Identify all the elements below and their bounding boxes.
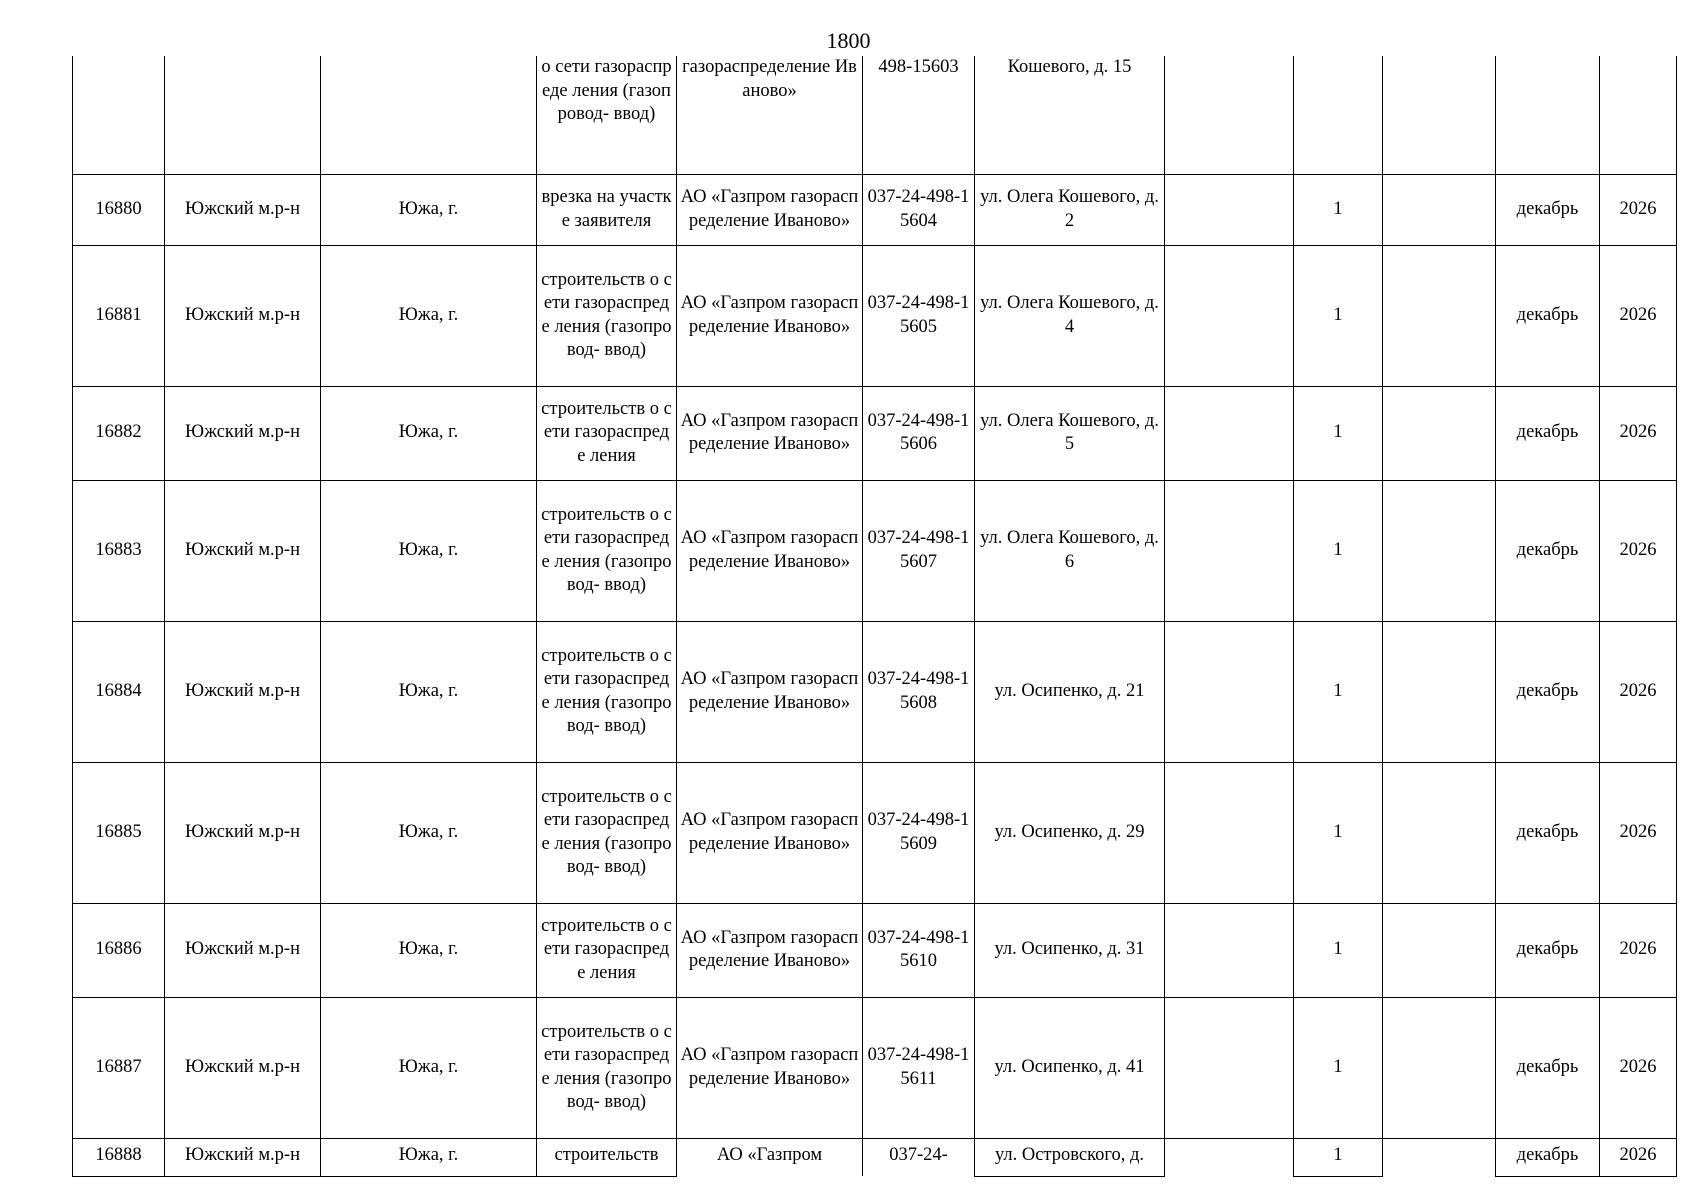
cell-address: ул. Осипенко, д. 41 xyxy=(975,997,1165,1138)
cell-org: газораспределение Иваново» xyxy=(677,56,863,174)
cell-qty: 1 xyxy=(1294,621,1383,762)
cell-extra xyxy=(1165,245,1294,386)
cell-qty: 1 xyxy=(1294,903,1383,997)
cell-qty: 1 xyxy=(1294,386,1383,480)
table-row xyxy=(73,997,1677,1138)
cell-code: 037-24-498-15604 xyxy=(863,174,975,245)
cell-code: 037-24-498-15607 xyxy=(863,480,975,621)
cell-city: Южа, г. xyxy=(321,1138,537,1176)
cell-district: Южский м.р-н xyxy=(165,903,321,997)
cell-extra xyxy=(1165,1138,1294,1176)
cell-year: 2026 xyxy=(1600,386,1677,480)
cell-num: 16886 xyxy=(73,903,165,997)
cell-year: 2026 xyxy=(1600,174,1677,245)
cell-month: декабрь xyxy=(1496,997,1600,1138)
cell-qty: 1 xyxy=(1294,762,1383,903)
cell-district: Южский м.р-н xyxy=(165,480,321,621)
cell-year: 2026 xyxy=(1600,621,1677,762)
cell-city xyxy=(321,56,537,174)
table-row xyxy=(73,480,1677,621)
table-row xyxy=(73,174,1677,245)
cell-num: 16881 xyxy=(73,245,165,386)
cell-qty xyxy=(1294,56,1383,174)
cell-num xyxy=(73,56,165,174)
cell-month xyxy=(1496,56,1600,174)
cell-month: декабрь xyxy=(1496,480,1600,621)
cell-qty: 1 xyxy=(1294,997,1383,1138)
cell-work: строительств о сети газораспреде ления (газопровод- ввод) xyxy=(537,245,677,386)
cell-district: Южский м.р-н xyxy=(165,1138,321,1176)
cell-address: Кошевого, д. 15 xyxy=(975,56,1165,174)
cell-address: ул. Осипенко, д. 29 xyxy=(975,762,1165,903)
cell-extra xyxy=(1165,621,1294,762)
cell-code: 498-15603 xyxy=(863,56,975,174)
cell-address: ул. Осипенко, д. 31 xyxy=(975,903,1165,997)
cell-empty xyxy=(1383,174,1496,245)
cell-extra xyxy=(1165,762,1294,903)
cell-work: строительств о сети газораспреде ления (газопровод- ввод) xyxy=(537,621,677,762)
cell-district: Южский м.р-н xyxy=(165,997,321,1138)
cell-code: 037-24-498-15606 xyxy=(863,386,975,480)
cell-city: Южа, г. xyxy=(321,762,537,903)
cell-city: Южа, г. xyxy=(321,386,537,480)
cell-extra xyxy=(1165,386,1294,480)
cell-address: ул. Олега Кошевого, д. 6 xyxy=(975,480,1165,621)
cell-empty xyxy=(1383,480,1496,621)
table-row xyxy=(73,903,1677,997)
cell-address: ул. Осипенко, д. 21 xyxy=(975,621,1165,762)
cell-num: 16882 xyxy=(73,386,165,480)
cell-month: декабрь xyxy=(1496,174,1600,245)
table-row xyxy=(73,762,1677,903)
page-number: 1800 xyxy=(826,28,871,53)
cell-work: строительств о сети газораспреде ления (газопровод- ввод) xyxy=(537,997,677,1138)
cell-empty xyxy=(1383,245,1496,386)
cell-num: 16888 xyxy=(73,1138,165,1176)
cell-extra xyxy=(1165,56,1294,174)
cell-work: строительств о сети газораспреде ления (газопровод- ввод) xyxy=(537,762,677,903)
cell-code: 037-24-498-15610 xyxy=(863,903,975,997)
cell-year: 2026 xyxy=(1600,762,1677,903)
cell-qty: 1 xyxy=(1294,480,1383,621)
cell-district: Южский м.р-н xyxy=(165,386,321,480)
cell-code: 037-24-498-15608 xyxy=(863,621,975,762)
cell-empty xyxy=(1383,56,1496,174)
cell-year: 2026 xyxy=(1600,245,1677,386)
cell-address: ул. Олега Кошевого, д. 2 xyxy=(975,174,1165,245)
cell-district: Южский м.р-н xyxy=(165,245,321,386)
registry-table xyxy=(72,56,1677,1177)
cell-address: ул. Олега Кошевого, д. 4 xyxy=(975,245,1165,386)
cell-qty: 1 xyxy=(1294,174,1383,245)
cell-month: декабрь xyxy=(1496,386,1600,480)
cell-month: декабрь xyxy=(1496,245,1600,386)
cell-org: АО «Газпром газораспределение Иваново» xyxy=(677,621,863,762)
cell-empty xyxy=(1383,621,1496,762)
cell-extra xyxy=(1165,997,1294,1138)
table-row xyxy=(73,386,1677,480)
table-row-continued xyxy=(73,56,1677,174)
table-row-last xyxy=(73,1138,1677,1176)
cell-work: строительств xyxy=(537,1138,677,1176)
cell-city: Южа, г. xyxy=(321,621,537,762)
table-row xyxy=(73,245,1677,386)
cell-empty xyxy=(1383,1138,1496,1176)
cell-year: 2026 xyxy=(1600,480,1677,621)
table-row xyxy=(73,621,1677,762)
cell-empty xyxy=(1383,903,1496,997)
cell-org: АО «Газпром газораспределение Иваново» xyxy=(677,762,863,903)
cell-num: 16880 xyxy=(73,174,165,245)
cell-org: АО «Газпром газораспределение Иваново» xyxy=(677,903,863,997)
cell-org: АО «Газпром газораспределение Иваново» xyxy=(677,386,863,480)
cell-month: декабрь xyxy=(1496,621,1600,762)
cell-year: 2026 xyxy=(1600,903,1677,997)
cell-code: 037-24-498-15609 xyxy=(863,762,975,903)
cell-work: строительств о сети газораспреде ления xyxy=(537,386,677,480)
cell-org: АО «Газпром газораспределение Иваново» xyxy=(677,245,863,386)
cell-city: Южа, г. xyxy=(321,245,537,386)
cell-empty xyxy=(1383,762,1496,903)
cell-district: Южский м.р-н xyxy=(165,621,321,762)
cell-district: Южский м.р-н xyxy=(165,762,321,903)
cell-city: Южа, г. xyxy=(321,174,537,245)
cell-work: врезка на участке заявителя xyxy=(537,174,677,245)
cell-address: ул. Олега Кошевого, д. 5 xyxy=(975,386,1165,480)
cell-num: 16887 xyxy=(73,997,165,1138)
cell-org: АО «Газпром газораспределение Иваново» xyxy=(677,997,863,1138)
cell-code: 037-24- xyxy=(863,1138,975,1176)
cell-address: ул. Островского, д. xyxy=(975,1138,1165,1176)
cell-qty: 1 xyxy=(1294,1138,1383,1176)
cell-city: Южа, г. xyxy=(321,480,537,621)
cell-extra xyxy=(1165,480,1294,621)
cell-month: декабрь xyxy=(1496,1138,1600,1176)
cell-code: 037-24-498-15605 xyxy=(863,245,975,386)
cell-extra xyxy=(1165,174,1294,245)
cell-empty xyxy=(1383,997,1496,1138)
cell-work: строительств о сети газораспреде ления xyxy=(537,903,677,997)
cell-work: о сети газораспреде ления (газопровод- ввод) xyxy=(537,56,677,174)
cell-num: 16885 xyxy=(73,762,165,903)
cell-org: АО «Газпром газораспределение Иваново» xyxy=(677,480,863,621)
cell-city: Южа, г. xyxy=(321,997,537,1138)
cell-num: 16883 xyxy=(73,480,165,621)
cell-year: 2026 xyxy=(1600,1138,1677,1176)
cell-city: Южа, г. xyxy=(321,903,537,997)
cell-district xyxy=(165,56,321,174)
cell-month: декабрь xyxy=(1496,762,1600,903)
cell-org: АО «Газпром газораспределение Иваново» xyxy=(677,174,863,245)
cell-work: строительств о сети газораспреде ления (газопровод- ввод) xyxy=(537,480,677,621)
cell-code: 037-24-498-15611 xyxy=(863,997,975,1138)
cell-extra xyxy=(1165,903,1294,997)
cell-qty: 1 xyxy=(1294,245,1383,386)
cell-year xyxy=(1600,56,1677,174)
cell-year: 2026 xyxy=(1600,997,1677,1138)
cell-num: 16884 xyxy=(73,621,165,762)
cell-org: АО «Газпром xyxy=(677,1138,863,1176)
cell-district: Южский м.р-н xyxy=(165,174,321,245)
cell-month: декабрь xyxy=(1496,903,1600,997)
cell-empty xyxy=(1383,386,1496,480)
